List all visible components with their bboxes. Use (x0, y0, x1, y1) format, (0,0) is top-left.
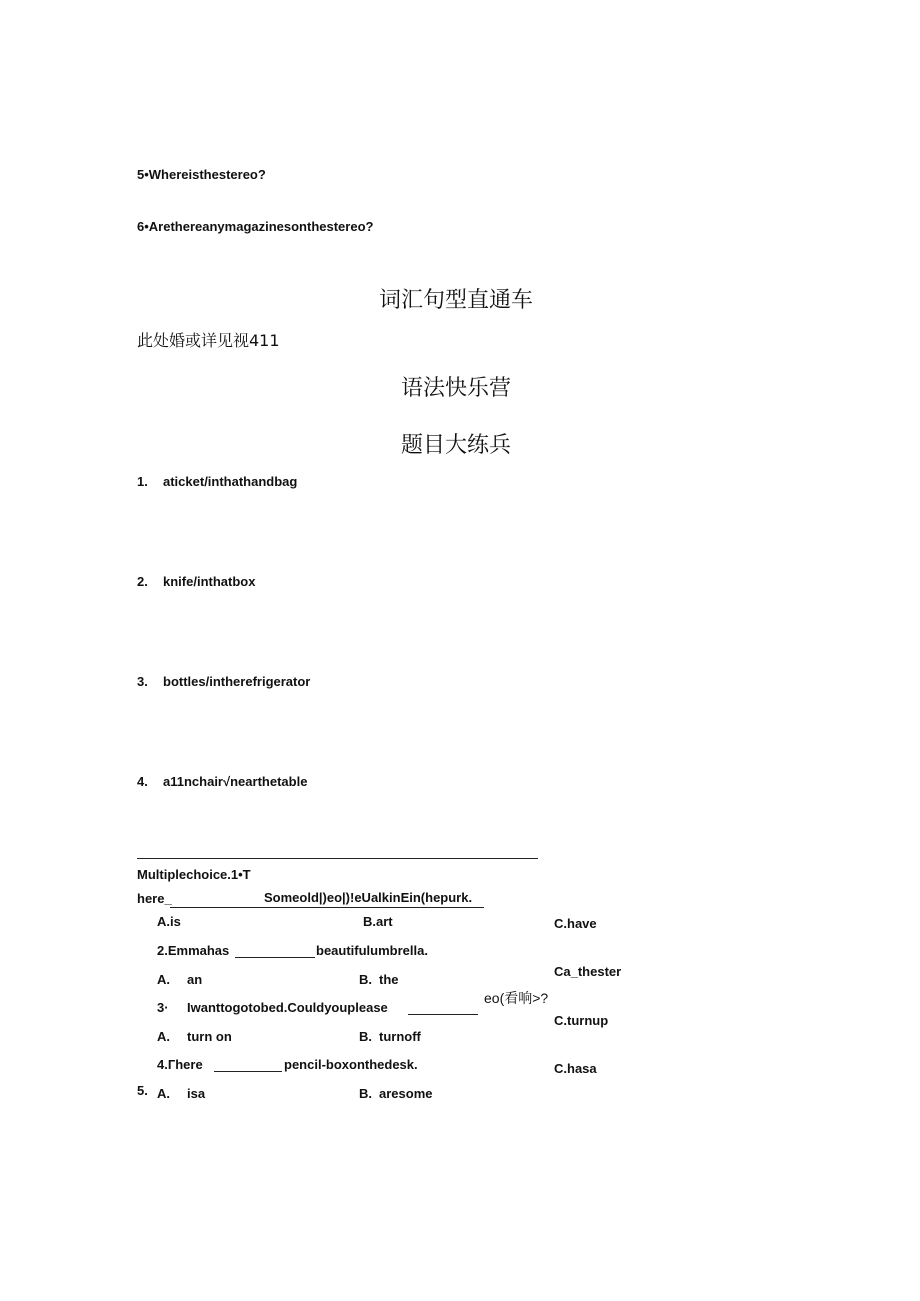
mc-q2-option-a-letter: A. (157, 972, 170, 987)
heading-practice: 题目大练兵 (401, 433, 512, 458)
exercise-2-number: 2. (137, 574, 148, 589)
mc-q1-suffix: Someold|)eo|)!eUalkinEin(hepurk. (264, 890, 473, 905)
mc-q3-option-a: turn on (187, 1029, 232, 1044)
mc-q2-option-a: an (187, 972, 203, 987)
exercise-3-text: bottles/intherefrigerator (163, 674, 311, 689)
exercise-1-number: 1. (137, 474, 148, 489)
mc-q2-suffix: beautifulumbrella. (316, 943, 428, 958)
exercise-1-text: aticket/inthathandbag (163, 474, 298, 489)
exercise-4-number: 4. (137, 774, 148, 789)
mc-q4-option-b-letter: B. (359, 1086, 372, 1101)
mc-q5-number: 5. (137, 1083, 148, 1098)
heading-vocabulary: 词汇句型直通车 (379, 288, 534, 313)
mc-q4-blank (214, 1071, 282, 1072)
mc-q4-prefix: 4.Гhere (157, 1057, 203, 1072)
mc-q3-text: Iwanttogotobed.Couldyouplease (187, 1000, 388, 1015)
mc-q1-option-b: B.art (363, 914, 393, 929)
exercise-3-number: 3. (137, 674, 148, 689)
mc-title: Multiplechoice.1•T (137, 867, 251, 882)
mc-q2-option-b-letter: B. (359, 972, 372, 987)
mc-q1-option-c: C.have (554, 916, 597, 931)
question-6: 6•Arethereanymagazinesonthestereo? (137, 219, 374, 234)
heading-grammar: 语法快乐营 (401, 376, 512, 401)
mc-q4-option-b: aresome (379, 1086, 433, 1101)
mc-q1-blank (170, 907, 484, 908)
mc-q2-option-b: the (379, 972, 399, 987)
mc-q1-option-a: A.is (157, 914, 181, 929)
mc-q4-option-c: C.hasa (554, 1061, 597, 1076)
mc-q3-option-b-letter: B. (359, 1029, 372, 1044)
mc-q3-option-c: C.turnup (554, 1013, 609, 1028)
mc-q3-option-a-letter: A. (157, 1029, 170, 1044)
exercise-4-text: a11nchair√nearthetable (163, 774, 308, 789)
mc-q4-suffix: pencil-boxonthedesk. (284, 1057, 418, 1072)
mc-q2-blank (235, 957, 315, 958)
section-divider (137, 858, 538, 859)
question-5: 5•Whereisthestereo? (137, 167, 266, 182)
mc-q1-prefix: here_ (137, 891, 172, 906)
mc-q3-tail: eo(看响>? (484, 990, 549, 1006)
mc-q3-option-b: turnoff (379, 1029, 421, 1044)
mc-q4-option-a: isa (187, 1086, 206, 1101)
mc-q2-prefix: 2.Emmahas (157, 943, 230, 958)
exercise-2-text: knife/inthatbox (163, 574, 256, 589)
mc-q3-number: 3· (157, 1000, 169, 1015)
mc-q2-option-c: Ca_thester (554, 964, 622, 979)
note-text: 此处婚或详见视411 (137, 331, 280, 350)
mc-q3-blank (408, 1014, 478, 1015)
mc-q4-option-a-letter: A. (157, 1086, 170, 1101)
